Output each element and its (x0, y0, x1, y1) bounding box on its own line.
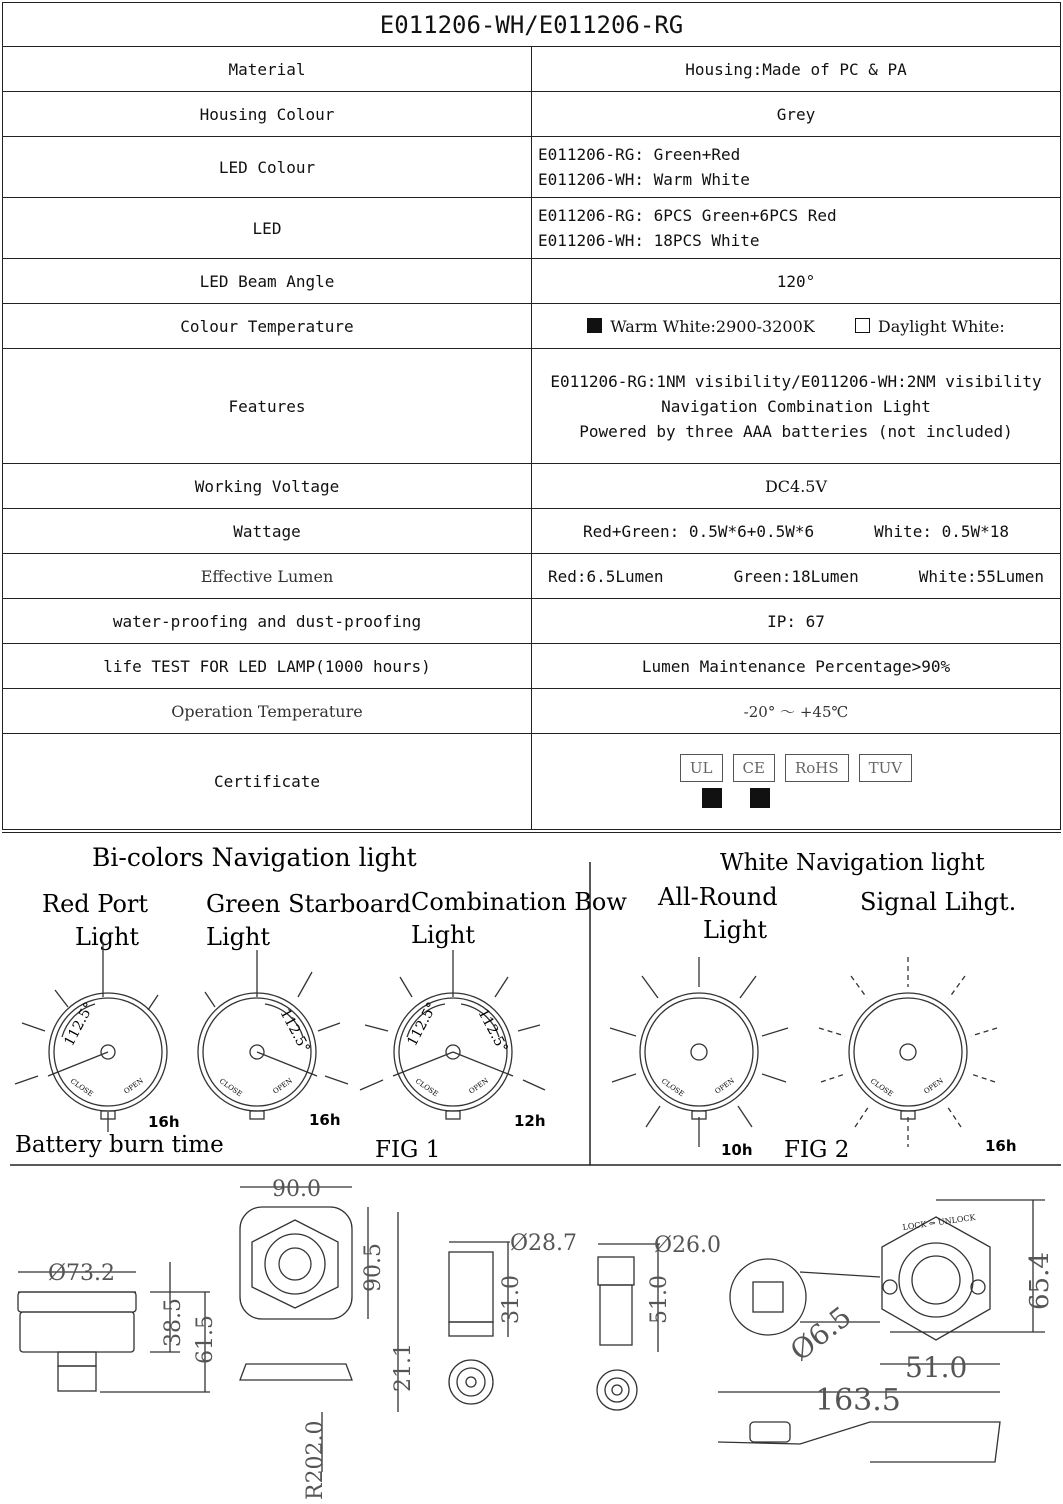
row-value (532, 198, 1061, 259)
lumen-white: White:55Lumen (918, 566, 1045, 586)
row-value: IP: 67 (532, 599, 1061, 644)
row-value: -20° ～ +45℃ (532, 689, 1061, 734)
row-label: Housing Colour (3, 92, 532, 137)
close-label: CLOSE (659, 1077, 686, 1099)
table-row (3, 689, 1061, 734)
dim-mount-width: 51.0 (905, 1351, 968, 1384)
table-row (3, 464, 1061, 509)
angle-label: 112.5° (61, 999, 98, 1049)
lamp-combination-bow (360, 950, 545, 1119)
all-round-label: All-Round (658, 883, 778, 911)
mounting-bracket-view (718, 1200, 1045, 1462)
row-value: DC4.5V (532, 464, 1061, 509)
burn-time-combination: 12h (514, 1112, 546, 1130)
fig2-label: FIG 2 (784, 1137, 850, 1163)
lock-label: LOCK ⇔ UNLOCK (902, 1212, 977, 1232)
lumen-red: Red:6.5Lumen (547, 566, 664, 586)
value-line: Powered by three AAA batteries (not included) (579, 421, 1013, 441)
table-row (3, 47, 1061, 92)
row-label: water-proofing and dust-proofing (3, 599, 532, 644)
row-label: LED Beam Angle (3, 259, 532, 304)
row-label: Operation Temperature (3, 689, 532, 734)
battery-burn-time-label: Battery burn time (15, 1132, 224, 1158)
close-label: CLOSE (68, 1077, 95, 1099)
diagram-area (0, 832, 1063, 1500)
spec-sheet (2, 2, 1061, 830)
battery-cap-view (597, 1244, 660, 1410)
dim-radius-202: R202.0 (303, 1420, 328, 1500)
unchecked-box-icon (855, 318, 870, 333)
row-label: Material (3, 47, 532, 92)
row-value: Lumen Maintenance Percentage>90% (532, 644, 1061, 689)
dim-height-61: 61.5 (193, 1315, 218, 1364)
value-line: E011206-WH: 18PCS White (538, 231, 760, 250)
green-starboard-label-2: Light (206, 923, 271, 951)
table-row (3, 509, 1061, 554)
dim-height-38: 38.5 (161, 1298, 186, 1347)
red-port-label-2: Light (75, 923, 140, 951)
diagram-svg (0, 832, 1063, 1500)
table-row (3, 198, 1061, 259)
table-row (3, 92, 1061, 137)
dim-depth-90: 90.5 (361, 1243, 386, 1292)
table-row (3, 259, 1061, 304)
lamp-red-port (15, 942, 167, 1132)
close-label: CLOSE (217, 1077, 244, 1099)
row-value (532, 734, 1061, 830)
checked-square-icon (702, 788, 722, 808)
row-label: Colour Temperature (3, 304, 532, 349)
burn-time-red: 16h (148, 1113, 180, 1131)
lamp-green-starboard (198, 950, 348, 1119)
row-value (532, 304, 1061, 349)
spec-title: E011206-WH/E011206-RG (3, 3, 1061, 47)
open-label: OPEN (122, 1076, 145, 1096)
cert-ce: CE (733, 754, 775, 782)
cert-rohs: RoHS (785, 754, 849, 782)
close-label: CLOSE (413, 1077, 440, 1099)
dim-diameter-28: Ø28.7 (510, 1231, 578, 1256)
dim-base-21: 21.1 (391, 1343, 416, 1392)
checked-square-icon (750, 788, 770, 808)
dim-mount-height: 65.4 (1025, 1252, 1055, 1310)
row-label: LED Colour (3, 137, 532, 198)
row-label: Working Voltage (3, 464, 532, 509)
spec-table (2, 2, 1061, 830)
fig1-label: FIG 1 (375, 1137, 441, 1163)
cert-tuv: TUV (859, 754, 912, 782)
row-value: 120° (532, 259, 1061, 304)
open-label: OPEN (922, 1076, 945, 1096)
table-row (3, 554, 1061, 599)
dimension-labels (48, 1177, 1055, 1500)
row-value (532, 554, 1061, 599)
dim-height-51: 51.0 (647, 1275, 672, 1324)
table-row (3, 304, 1061, 349)
burn-time-green: 16h (309, 1111, 341, 1129)
angle-label: 112.5° (404, 999, 441, 1049)
dim-diameter-26: Ø26.0 (654, 1233, 722, 1258)
lamp-signal (819, 957, 997, 1147)
table-row (3, 644, 1061, 689)
row-label: Features (3, 349, 532, 464)
dim-height-31: 31.0 (499, 1275, 524, 1324)
table-row (3, 137, 1061, 198)
ct-option-warm: Warm White:2900-3200K (610, 316, 815, 336)
open-label: OPEN (713, 1076, 736, 1096)
cert-ul: UL (680, 754, 723, 782)
close-label: CLOSE (868, 1077, 895, 1099)
dim-total-length: 163.5 (815, 1383, 901, 1418)
row-label: Effective Lumen (3, 554, 532, 599)
green-starboard-label: Green Starboard (206, 890, 411, 918)
close-open-labels (69, 1077, 945, 1099)
table-row (3, 599, 1061, 644)
lamp-all-round (610, 957, 788, 1147)
row-value (532, 509, 1061, 554)
open-label: OPEN (467, 1076, 490, 1096)
burn-time-signal: 16h (985, 1137, 1017, 1155)
all-round-label-2: Light (703, 916, 768, 944)
checked-box-icon (587, 318, 602, 333)
row-label: Wattage (3, 509, 532, 554)
dim-diameter-73: Ø73.2 (48, 1261, 116, 1286)
row-label: Certificate (3, 734, 532, 830)
cert-marks (536, 754, 1056, 782)
row-label: LED (3, 198, 532, 259)
combination-bow-label: Combination Bow (411, 888, 627, 916)
open-label: OPEN (271, 1076, 294, 1096)
combination-bow-label-2: Light (411, 921, 476, 949)
wattage-white: White: 0.5W*18 (874, 521, 1010, 541)
white-title: White Navigation light (720, 850, 985, 876)
burn-times (148, 1111, 1017, 1159)
burn-time-all-round: 10h (721, 1141, 753, 1159)
lumen-green: Green:18Lumen (733, 566, 859, 586)
signal-light-label: Signal Lihgt. (860, 888, 1017, 916)
table-row (3, 734, 1061, 830)
angle-label: 112.5° (474, 1006, 511, 1056)
red-port-label: Red Port (42, 890, 149, 918)
row-value: Housing:Made of PC & PA (532, 47, 1061, 92)
wattage-rg: Red+Green: 0.5W*6+0.5W*6 (582, 521, 815, 541)
angle-label: 112.5° (276, 1006, 313, 1056)
bicolor-title: Bi-colors Navigation light (92, 843, 417, 872)
cert-checks (416, 782, 1056, 812)
row-label: life TEST FOR LED LAMP(1000 hours) (3, 644, 532, 689)
value-line: E011206-RG:1NM visibility/E011206-WH:2NM visibility (550, 371, 1042, 391)
value-line: Navigation Combination Light (661, 396, 931, 416)
value-line: E011206-RG: Green+Red (538, 145, 741, 164)
value-line: E011206-RG: 6PCS Green+6PCS Red (538, 206, 837, 225)
row-value: Grey (532, 92, 1061, 137)
ct-option-daylight: Daylight White: (877, 316, 1005, 336)
row-value (532, 137, 1061, 198)
dim-width-90: 90.0 (272, 1177, 321, 1202)
row-value (532, 349, 1061, 464)
table-row (3, 349, 1061, 464)
value-line: E011206-WH: Warm White (538, 170, 750, 189)
dim-hole-diameter: Ø6.5 (783, 1299, 858, 1368)
